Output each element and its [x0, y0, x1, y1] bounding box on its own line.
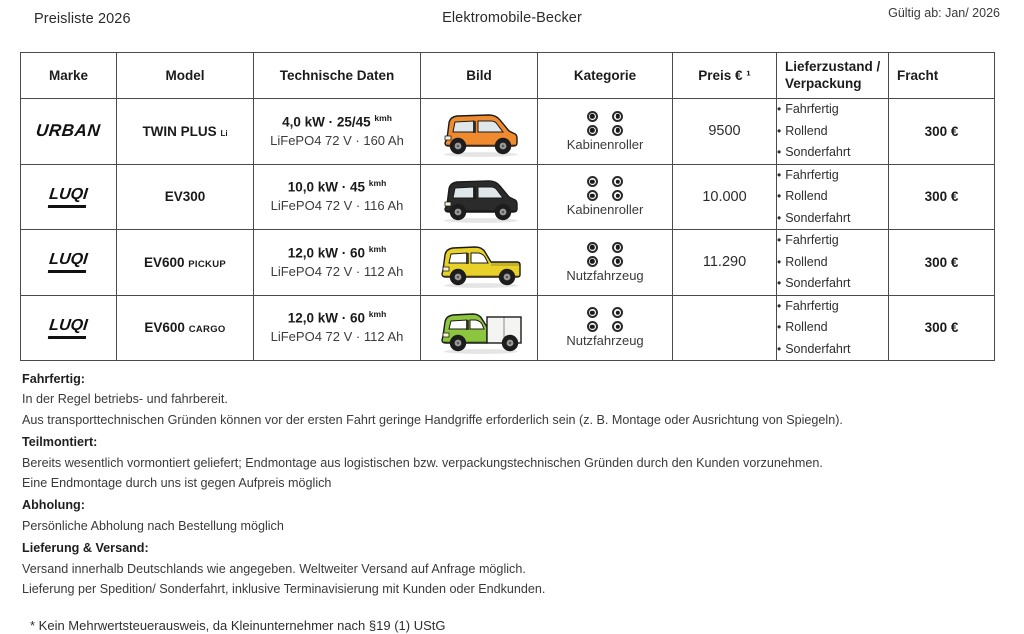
brand-logo: LUQI	[48, 251, 89, 273]
tech-power-speed	[254, 177, 420, 197]
lieferzustand-list	[777, 296, 888, 361]
wheel-icon	[612, 176, 623, 187]
document-header	[0, 0, 1024, 46]
vehicle-photo	[427, 103, 531, 159]
tech-power-value: 12,0 kW · 60	[287, 310, 366, 326]
note-heading: Fahrfertig:	[22, 372, 85, 386]
table-row	[21, 295, 995, 361]
terms-notes-section	[22, 369, 982, 599]
cell-marke	[21, 164, 117, 230]
tech-power-speed	[254, 308, 420, 328]
column-header-fracht: Fracht	[889, 53, 995, 99]
cell-lieferzustand	[777, 99, 889, 165]
lieferzustand-item: • Fahrfertig	[777, 296, 888, 318]
column-header-kategorie: Kategorie	[538, 53, 673, 99]
column-header-marke: Marke	[21, 53, 117, 99]
vehicle-photo	[427, 300, 531, 356]
tech-speed-unit: kmh	[368, 243, 387, 254]
cell-model	[117, 230, 254, 296]
vehicle-photo	[427, 234, 531, 290]
vehicle-photo	[427, 169, 531, 225]
four-wheel-icon	[582, 111, 628, 136]
cell-lieferzustand	[777, 295, 889, 361]
cell-model	[117, 99, 254, 165]
four-wheel-icon	[582, 176, 628, 201]
tech-battery: LiFePO4 72 V · 116 Ah	[270, 198, 404, 214]
wheel-icon	[612, 125, 623, 136]
cell-fracht: 300 €	[889, 99, 995, 165]
cell-model	[117, 295, 254, 361]
lieferzustand-list	[777, 99, 888, 164]
cell-preis: 9500	[673, 99, 777, 165]
cell-preis	[673, 295, 777, 361]
tech-battery: LiFePO4 72 V · 112 Ah	[270, 329, 404, 345]
brand-logo: URBAN	[35, 121, 102, 141]
cell-vehicle-image	[421, 295, 538, 361]
lieferzustand-line-2: Verpackung	[785, 75, 862, 91]
cell-marke	[21, 295, 117, 361]
four-wheel-icon	[582, 307, 628, 332]
lieferzustand-item: • Sonderfahrt	[777, 142, 888, 164]
model-variant: PICKUP	[188, 258, 226, 270]
cell-model	[117, 164, 254, 230]
model-name: EV600	[144, 320, 185, 336]
lieferzustand-item: • Fahrfertig	[777, 165, 888, 187]
wheel-icon	[587, 176, 598, 187]
column-header-tech-data: Technische Daten	[254, 53, 421, 99]
table-row	[21, 164, 995, 230]
lieferzustand-list	[777, 230, 888, 295]
pricelist-table	[20, 52, 995, 361]
cell-marke	[21, 230, 117, 296]
wheel-icon	[587, 321, 598, 332]
lieferzustand-item: • Sonderfahrt	[777, 339, 888, 361]
lieferzustand-item: • Fahrfertig	[777, 230, 888, 252]
cell-technical-data	[254, 295, 421, 361]
cell-fracht: 300 €	[889, 295, 995, 361]
cell-technical-data	[254, 164, 421, 230]
cell-technical-data	[254, 230, 421, 296]
wheel-icon	[612, 190, 623, 201]
note-text: Lieferung per Spedition/ Sonderfahrt, inklusive Terminavisierung mit Kunden oder Endkunden.	[22, 581, 546, 596]
note-text: Versand innerhalb Deutschlands wie angegeben. Weltweiter Versand auf Anfrage möglich.	[22, 561, 526, 576]
note-text: Persönliche Abholung nach Bestellung möglich	[22, 518, 284, 533]
lieferzustand-line-1: Lieferzustand /	[785, 58, 881, 74]
table-row	[21, 230, 995, 296]
cell-kategorie	[538, 230, 673, 296]
wheel-icon	[612, 321, 623, 332]
cell-fracht: 300 €	[889, 230, 995, 296]
tax-footnote: * Kein Mehrwertsteuerausweis, da Kleinunternehmer nach §19 (1) UStG	[30, 618, 446, 634]
wheel-icon	[587, 190, 598, 201]
lieferzustand-item: • Sonderfahrt	[777, 273, 888, 295]
column-header-preis: Preis € ¹	[673, 53, 777, 99]
cell-preis: 10.000	[673, 164, 777, 230]
wheel-icon	[587, 307, 598, 318]
kategorie-label: Nutzfahrzeug	[566, 267, 644, 283]
model-variant: CARGO	[188, 324, 226, 336]
lieferzustand-item: • Sonderfahrt	[777, 208, 888, 230]
wheel-icon	[612, 307, 623, 318]
note-heading: Abholung:	[22, 498, 85, 513]
note-text: In der Regel betriebs- und fahrbereit.	[22, 392, 228, 407]
tech-power-value: 12,0 kW · 60	[287, 245, 366, 261]
model-name: EV300	[164, 189, 206, 205]
tech-power-value: 10,0 kW · 45	[287, 179, 366, 195]
tech-power-speed	[254, 243, 420, 263]
cell-technical-data	[254, 99, 421, 165]
lieferzustand-item: • Rollend	[777, 252, 888, 274]
pricelist-title: Preisliste 2026	[34, 11, 131, 27]
kategorie-label: Nutzfahrzeug	[566, 333, 644, 349]
cell-kategorie	[538, 99, 673, 165]
cell-vehicle-image	[421, 164, 538, 230]
cell-lieferzustand	[777, 230, 889, 296]
column-header-bild: Bild	[421, 53, 538, 99]
cell-kategorie	[538, 295, 673, 361]
tech-speed-unit: kmh	[368, 178, 387, 189]
kategorie-label: Kabinenroller	[566, 202, 644, 218]
brand-logo: LUQI	[48, 317, 89, 339]
kategorie-label: Kabinenroller	[566, 136, 644, 152]
model-variant: Li	[220, 128, 228, 138]
wheel-icon	[587, 256, 598, 267]
wheel-icon	[612, 242, 623, 253]
column-header-lieferzustand	[777, 53, 889, 99]
table-row	[21, 99, 995, 165]
note-heading: Teilmontiert:	[22, 435, 98, 450]
lieferzustand-item: • Rollend	[777, 186, 888, 208]
cell-marke	[21, 99, 117, 165]
tech-power-value: 4,0 kW · 25/45	[282, 114, 371, 130]
tech-battery: LiFePO4 72 V · 160 Ah	[270, 132, 404, 148]
wheel-icon	[587, 111, 598, 122]
model-name: EV600	[143, 254, 185, 270]
validity-date: Gültig ab: Jan/ 2026	[888, 6, 1000, 20]
tech-battery: LiFePO4 72 V · 112 Ah	[270, 263, 404, 279]
wheel-icon	[612, 111, 623, 122]
lieferzustand-item: • Rollend	[777, 317, 888, 339]
note-text: Aus transporttechnischen Gründen können vor der ersten Fahrt geringe Handgriffe erforderlich sein (z. B. Montage oder Ausrichtung von Spiegeln).	[22, 412, 843, 427]
company-name: Elektromobile-Becker	[442, 10, 582, 26]
wheel-icon	[587, 242, 598, 253]
cell-fracht: 300 €	[889, 164, 995, 230]
wheel-icon	[587, 125, 598, 136]
lieferzustand-list	[777, 165, 888, 230]
note-heading: Lieferung & Versand:	[22, 541, 149, 556]
four-wheel-icon	[582, 242, 628, 267]
cell-preis: 11.290	[673, 230, 777, 296]
note-text: Eine Endmontage durch uns ist gegen Aufpreis möglich	[22, 475, 332, 490]
model-name: TWIN PLUS	[142, 123, 217, 139]
lieferzustand-item: • Fahrfertig	[777, 99, 888, 121]
brand-logo: LUQI	[48, 186, 89, 208]
tech-speed-unit: kmh	[368, 309, 387, 320]
cell-kategorie	[538, 164, 673, 230]
note-text: Bereits wesentlich vormontiert geliefert; Endmontage aus logistischen bzw. verpackungstechnischen Gründen durch den Kunden vorzunehmen.	[22, 455, 823, 470]
lieferzustand-item: • Rollend	[777, 121, 888, 143]
cell-vehicle-image	[421, 230, 538, 296]
wheel-icon	[612, 256, 623, 267]
tech-speed-unit: kmh	[374, 112, 392, 123]
table-header-row	[21, 53, 995, 99]
table-body	[21, 99, 995, 361]
cell-vehicle-image	[421, 99, 538, 165]
cell-lieferzustand	[777, 164, 889, 230]
tech-power-speed	[254, 112, 420, 132]
pricelist-table-container	[20, 52, 994, 361]
column-header-model: Model	[117, 53, 254, 99]
